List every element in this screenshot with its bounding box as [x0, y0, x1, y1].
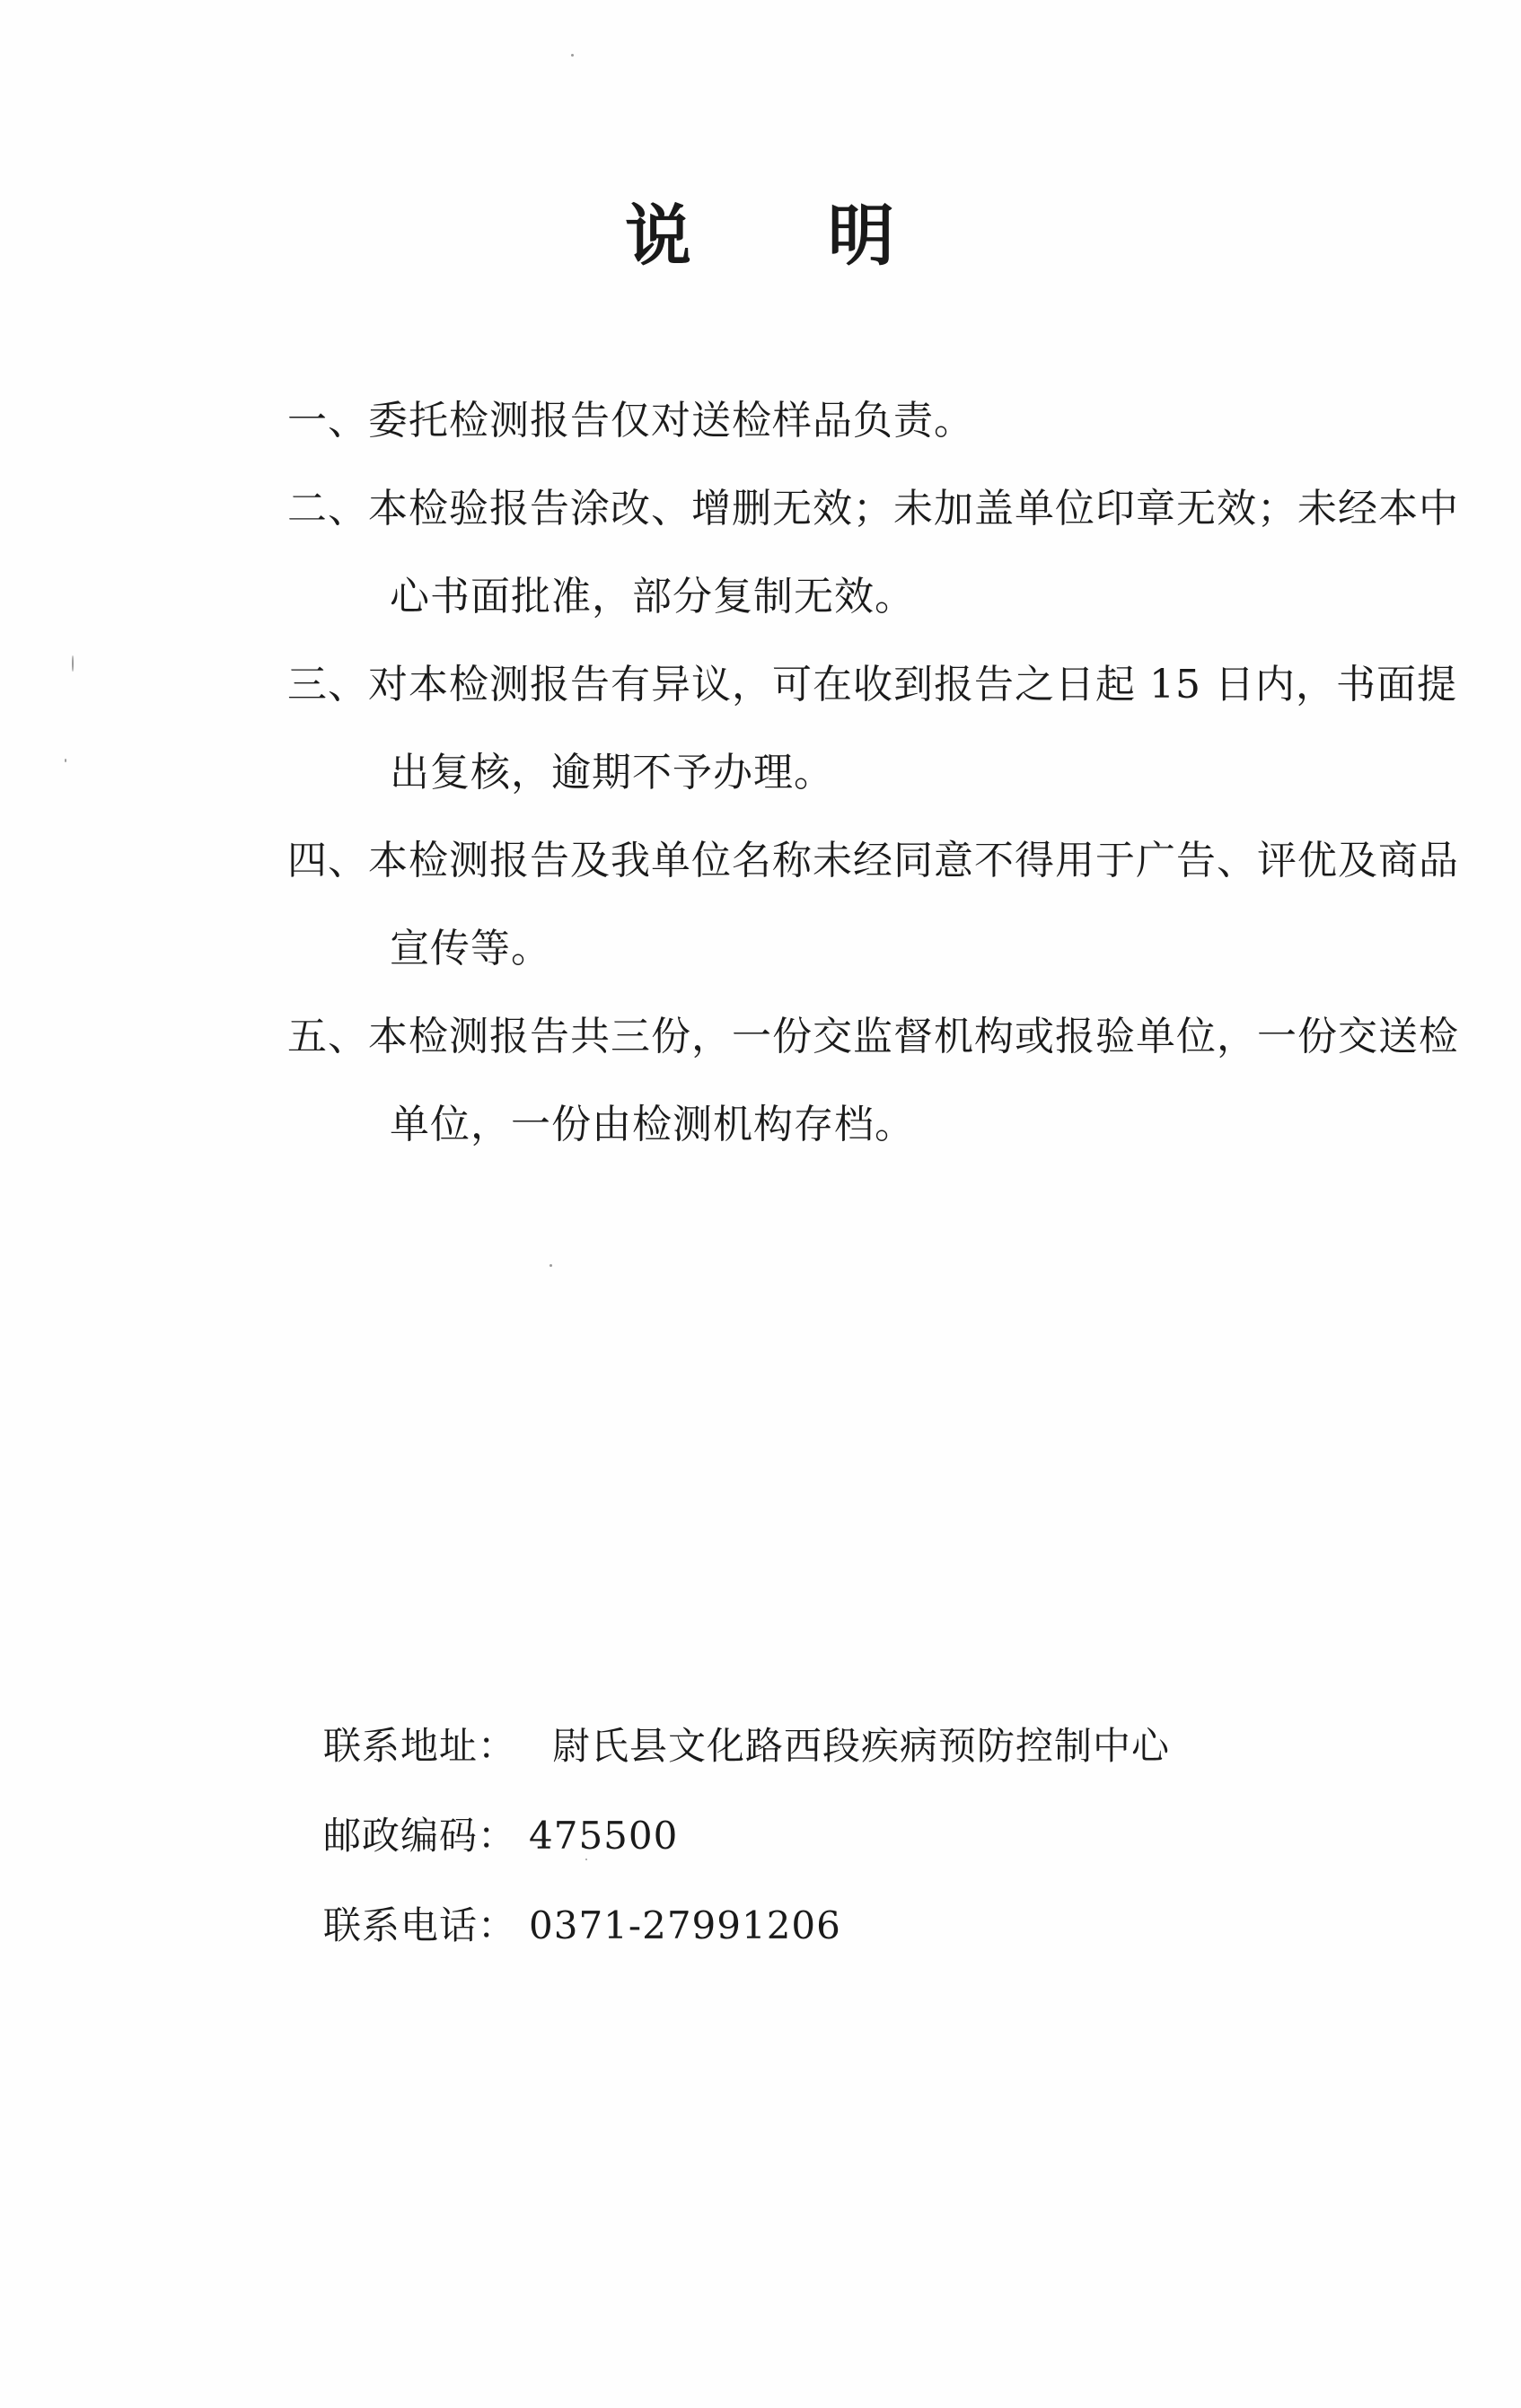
term-item-5: 五、本检测报告共三份，一份交监督机构或报验单位，一份交送检单位，一份由检测机构存档。 — [287, 1014, 1459, 1147]
contact-address-row — [323, 1701, 1401, 1791]
scan-speck — [585, 1859, 587, 1860]
page-title — [0, 196, 1521, 277]
contact-block — [323, 1701, 1401, 1971]
scan-speck — [549, 1264, 552, 1267]
contact-phone-row — [323, 1881, 1401, 1971]
address-value: 尉氏县文化路西段疾病预防控制中心 — [552, 1724, 1171, 1768]
phone-label: 联系电话： — [323, 1903, 517, 1947]
postcode-label: 邮政编码： — [323, 1814, 517, 1858]
term-item-4: 四、本检测报告及我单位名称未经同意不得用于广告、评优及商品宣传等。 — [287, 838, 1459, 971]
contact-postcode-row — [323, 1791, 1401, 1881]
scan-speck — [72, 655, 74, 672]
postcode-value: 475500 — [529, 1814, 679, 1858]
term-item-1: 一、委托检测报告仅对送检样品负责。 — [287, 398, 974, 444]
title-char-1: 说 — [625, 198, 693, 275]
term-item-3: 三、对本检测报告有异议，可在收到报告之日起 15 日内，书面提出复核，逾期不予办理。 — [287, 662, 1457, 795]
term-item-2: 二、本检验报告涂改、增删无效；未加盖单位印章无效；未经本中心书面批准，部分复制无效。 — [287, 486, 1459, 620]
scan-speck — [65, 759, 66, 762]
scan-speck — [571, 54, 574, 57]
terms-list — [287, 377, 1473, 1169]
title-char-2: 明 — [828, 198, 896, 275]
phone-value: 0371-27991206 — [529, 1903, 841, 1947]
address-label: 联系地址： — [323, 1724, 517, 1768]
